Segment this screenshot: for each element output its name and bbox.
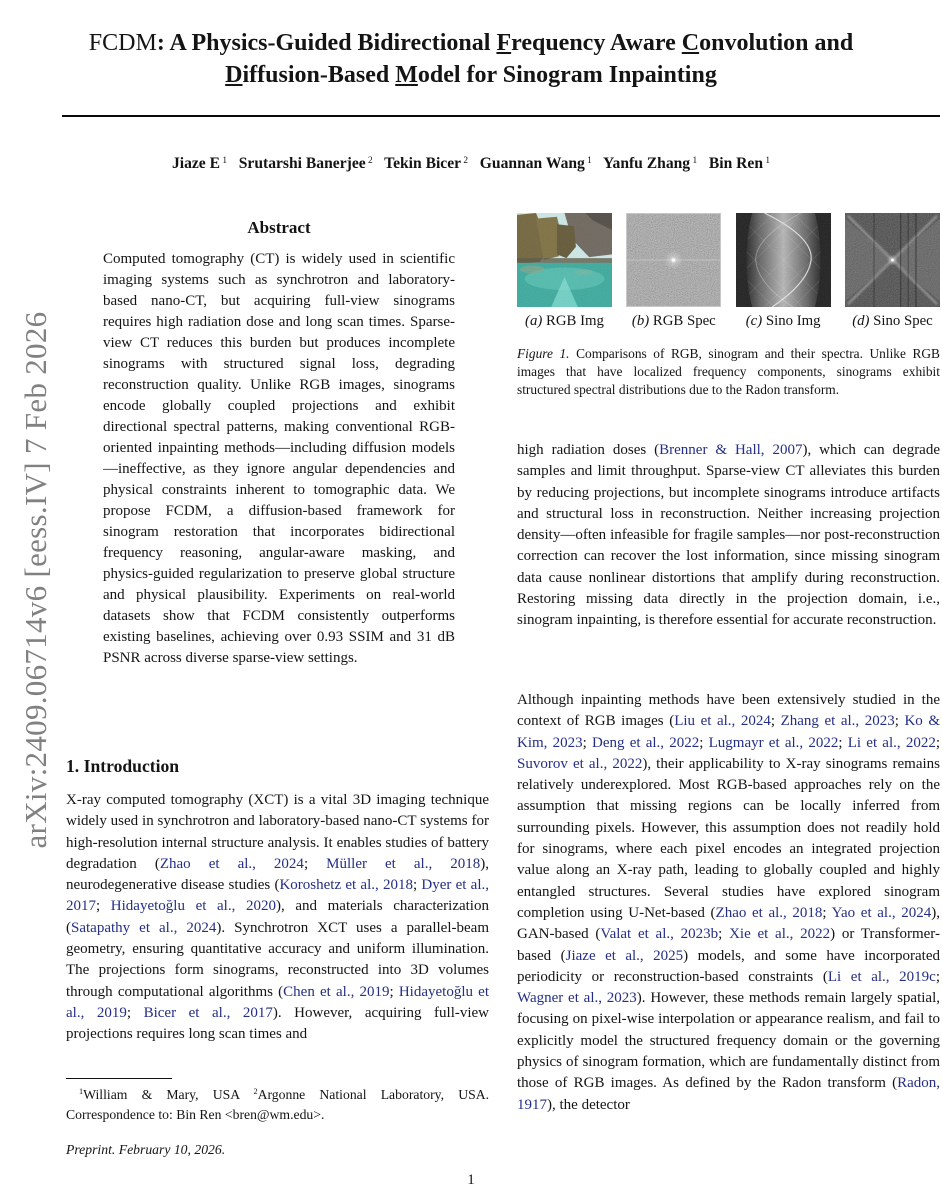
citation-link[interactable]: Lugmayr et al., 2022 — [708, 734, 839, 751]
text-segment: ), GAN-based ( — [517, 904, 940, 943]
citation-link[interactable]: Yao et al., 2024 — [831, 904, 932, 921]
text-segment: ), their applicability to X-ray sinograms remains relatively underexplored. Most RGB-based approaches rely on the assumption that missing regions can be locally inferred from surrounding pixels. However, this assumption does not readily hold for sinograms, where each pixel encodes an integrated projection value along an X-ray path, leading to globally coupled and highly entangled structures. Several studies have explored sinogram completion using U-Net-based ( — [517, 755, 940, 921]
text-segment: 2 — [461, 155, 469, 166]
text-segment: ). However, these methods remain largely spatial, focusing on pixel-wise interpolation or appearance realism, and fail to explicitly model the structured frequency domain or the governing physics of sinogram formation, which are fundamentally distinct from those of RGB images. As defined by the Radon transform ( — [517, 990, 940, 1092]
subfigure-b-label — [626, 313, 721, 330]
text-segment: ; — [935, 734, 940, 751]
text-segment: ; — [894, 713, 905, 730]
text-segment: ; — [699, 734, 709, 751]
text-segment: Although inpainting methods have been extensively studied in the context of RGB images ( — [517, 692, 940, 730]
citation-link[interactable]: Chen et al., 2019 — [283, 983, 390, 1000]
text-segment: Figure 1. — [517, 346, 570, 361]
figure-1-labels — [517, 313, 940, 330]
text-segment: ; — [935, 968, 940, 985]
citation-link[interactable]: Müller et al., 2018 — [326, 855, 481, 872]
text-segment: C — [681, 30, 700, 56]
text-segment: ; — [718, 926, 730, 943]
text-segment: : A Physics-Guided Bidirectional — [156, 30, 497, 56]
subfigure-a — [517, 213, 612, 307]
text-segment: X-ray computed tomography (XCT) is a vital 3D imaging technique widely used in synchrotron and laboratory-based nano-CT systems for high-resolution internal structure analysis. It enables studies of battery degradation ( — [66, 792, 489, 872]
text-segment: Srutarshi Banerjee — [227, 155, 366, 172]
text-segment: ; — [822, 904, 832, 921]
citation-link[interactable]: Satapathy et al., 2024 — [71, 919, 217, 936]
subfigure-a-label — [517, 313, 612, 330]
text-segment: ), which can degrade samples and limit throughput. Sparse-view CT alleviates this burden by reducing projections, but incomplete sinograms introduce artifacts and structural loss in reconstruction. Neither increasing projection density—often infeasible for fragile samples—nor post-reconstruction correction can recover the lost information, since missing sinogram data cause nonlinear distortions that amplify during reconstruction. Restoring missing data directly in the projection domain, i.e., sinogram inpainting, is therefore essential for accurate reconstruction. — [517, 442, 940, 629]
text-segment: ), neurodegenerative disease studies ( — [66, 855, 489, 894]
subfigure-c-label — [736, 313, 831, 330]
page-number: 1 — [467, 1172, 475, 1188]
text-segment: D — [225, 61, 243, 88]
text-segment: (b) — [631, 313, 650, 329]
text-segment: Sino Spec — [869, 313, 933, 329]
preprint-note: Preprint. February 10, 2026. — [66, 1142, 226, 1157]
affiliation-footnote — [66, 1086, 489, 1124]
abstract-heading: Abstract — [247, 218, 311, 237]
title-divider — [62, 115, 940, 117]
text-segment: Argonne National Laboratory, USA. Correspondence to: Bin Ren <bren@wm.edu>. — [66, 1087, 489, 1122]
citation-link[interactable]: Hidayetoğlu et al., 2019 — [66, 983, 489, 1021]
figure-1-caption — [517, 345, 940, 399]
right-column-paragraph-1 — [517, 440, 940, 632]
sinogram-image — [736, 213, 831, 307]
text-segment: iffusion-Based — [242, 61, 396, 88]
text-segment: ), the detector — [547, 1096, 630, 1113]
text-segment: (c) — [745, 313, 763, 329]
text-segment: F — [496, 30, 512, 56]
text-segment: ; — [770, 713, 781, 730]
citation-link[interactable]: Deng et al., 2022 — [592, 734, 700, 751]
text-segment: requency Aware — [511, 30, 682, 56]
citation-link[interactable]: Radon, 1917 — [517, 1075, 940, 1113]
citation-link[interactable]: Dyer et al., 2017 — [66, 877, 489, 915]
right-column-paragraph-2 — [517, 690, 940, 1116]
text-segment: odel for Sinogram Inpainting — [417, 61, 717, 88]
citation-link[interactable]: Li et al., 2019c — [827, 968, 936, 985]
text-segment: ; — [412, 877, 422, 894]
text-segment: ), and materials characterization ( — [66, 898, 489, 936]
text-segment: Bin Ren — [697, 155, 763, 172]
text-segment: onvolution and — [699, 30, 854, 56]
text-segment: 2 — [253, 1087, 258, 1097]
text-segment: 1 — [763, 155, 771, 166]
subfigure-d-label — [845, 313, 940, 330]
sinogram-spectrum-image — [845, 213, 940, 307]
citation-link[interactable]: Bicer et al., 2017 — [143, 1004, 273, 1021]
citation-link[interactable]: Valat et al., 2023b — [600, 926, 719, 943]
subfigure-b — [626, 213, 721, 307]
text-segment: 1 — [690, 155, 698, 166]
citation-link[interactable]: Ko & Kim, 2023 — [517, 713, 940, 751]
text-segment: ). However, acquiring full-view projections requires long scan times and — [66, 1004, 489, 1043]
citation-link[interactable]: Wagner et al., 2023 — [517, 990, 637, 1007]
subfigure-c — [736, 213, 831, 307]
text-segment: Tekin Bicer — [372, 155, 462, 172]
text-segment: 1 — [584, 155, 592, 166]
introduction-paragraph — [66, 790, 489, 1046]
citation-link[interactable]: Zhao et al., 2024 — [159, 855, 304, 872]
text-segment: FCDM — [88, 30, 157, 56]
footnote-divider — [66, 1078, 172, 1079]
citation-link[interactable]: Koroshetz et al., 2018 — [279, 877, 413, 894]
section-heading-introduction: 1. Introduction — [66, 756, 180, 776]
abstract-text: Computed tomography (CT) is widely used in scientific imaging systems such as synchrotron and laboratory-based nano-CT, but acquiring full-view sinograms requires high radiation dose and long scan times. Sparse-view CT reduces this burden but produces incomplete sinograms with structured signal loss, degrading reconstruction quality. Unlike RGB images, sinograms encode globally coupled projections and exhibit directional spectral patterns, making conventional RGB-oriented inpainting methods—including diffusion models—ineffective, as they ignore angular dependencies and physical constraints inherent to tomographic data. We propose FCDM, a diffusion-based framework for sinogram restoration that incorporates bidirectional frequency reasoning, angular-aware masking, and physics-guided regularization to preserve global structure and physical plausibility. Experiments on real-world datasets show that FCDM consistently outperforms existing baselines, achieving over 0.93 SSIM and 31 dB PSNR across diverse sparse-view settings. — [103, 251, 455, 666]
text-segment: ; — [838, 734, 848, 751]
text-segment: (a) — [525, 313, 543, 329]
text-segment: ; — [303, 855, 327, 872]
text-segment: high radiation doses ( — [517, 442, 660, 458]
text-segment: ; — [389, 983, 399, 1000]
citation-link[interactable]: Xie et al., 2022 — [729, 926, 831, 943]
text-segment: ; — [126, 1004, 144, 1021]
text-segment: ) or Transformer-based ( — [517, 926, 940, 964]
rgb-image — [517, 213, 612, 307]
text-segment: 1 — [220, 155, 228, 166]
text-segment: ). Synchrotron XCT uses a parallel-beam geometry, ensuring quantitative accuracy and uniform illumination. The projections form sinograms, reconstructed into 3D volumes through computational algorithms ( — [66, 919, 489, 1000]
text-segment: RGB Img — [542, 313, 604, 329]
citation-link[interactable]: Zhao et al., 2018 — [715, 904, 823, 921]
text-segment: 1 — [79, 1087, 84, 1097]
text-segment: William & Mary, USA — [83, 1087, 254, 1102]
text-segment: ) models, and some have incorporated periodicity or reconstruction-based constraints ( — [517, 947, 940, 985]
citation-link[interactable]: Zhang et al., 2023 — [780, 713, 895, 730]
citation-link[interactable]: Brenner & Hall, 2007 — [659, 442, 803, 458]
text-segment: ; — [582, 734, 592, 751]
citation-link[interactable]: Suvorov et al., 2022 — [517, 755, 643, 772]
text-segment: Comparisons of RGB, sinogram and their spectra. Unlike RGB images that have localized frequency components, sinograms exhibit structured spectral distributions due to the Radon transform. — [517, 346, 940, 398]
paper-title — [36, 28, 906, 91]
text-segment: RGB Spec — [649, 313, 716, 329]
text-segment: ; — [96, 898, 111, 915]
text-segment: Sino Img — [762, 313, 821, 329]
text-segment: Yanfu Zhang — [591, 155, 691, 172]
citation-link[interactable]: Jiaze et al., 2025 — [565, 947, 684, 964]
arxiv-watermark: arXiv:2409.06714v6 [eess.IV] 7 Feb 2026 — [18, 311, 53, 849]
citation-link[interactable]: Li et al., 2022 — [847, 734, 936, 751]
text-segment: M — [395, 61, 418, 88]
citation-link[interactable]: Liu et al., 2024 — [674, 713, 771, 730]
text-segment: Guannan Wang — [468, 155, 585, 172]
text-segment: 2 — [365, 155, 373, 166]
subfigure-d — [845, 213, 940, 307]
text-segment: Jiaze E — [171, 155, 221, 172]
citation-link[interactable]: Hidayetoğlu et al., 2020 — [110, 898, 276, 915]
rgb-spectrum-image — [626, 213, 721, 307]
text-segment: (d) — [852, 313, 870, 329]
figure-1 — [517, 213, 940, 307]
authors-line — [0, 155, 942, 173]
